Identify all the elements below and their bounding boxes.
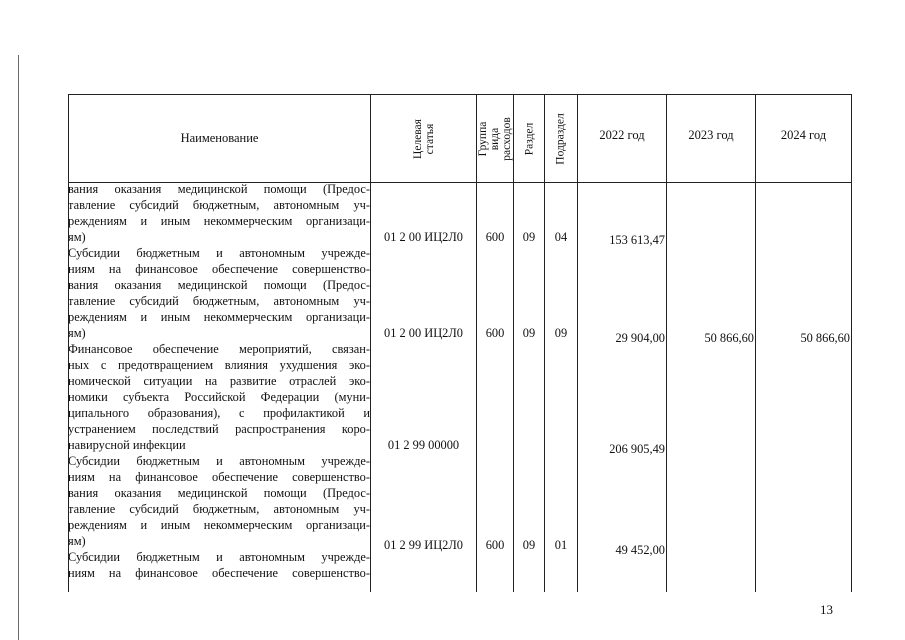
cell-section: 09 bbox=[522, 230, 536, 244]
header-section-text: Раздел bbox=[523, 122, 535, 155]
header-group bbox=[477, 95, 513, 182]
header-2024: 2024 год bbox=[780, 127, 827, 142]
cell-section: 09 bbox=[522, 538, 536, 552]
cell-subsection: 01 bbox=[554, 538, 568, 552]
cell-group: 600 bbox=[485, 538, 505, 552]
cell-target: 01 2 99 ИЦ2Л0 bbox=[384, 538, 463, 552]
name-line: вания оказания медицинской помощи (Предос- bbox=[68, 486, 370, 500]
name-line: вания оказания медицинской помощи (Предос- bbox=[68, 278, 370, 292]
cell-subsection: 09 bbox=[554, 326, 568, 340]
header-2023: 2023 год bbox=[688, 127, 734, 142]
name-line: реждениям и иным некоммерческим организаци- bbox=[68, 518, 370, 532]
cell-target: 01 2 00 ИЦ2Л0 bbox=[384, 326, 463, 340]
cell-target: 01 2 00 ИЦ2Л0 bbox=[384, 230, 463, 244]
cell-2023: 50 866,60 bbox=[704, 331, 754, 345]
name-line: вания оказания медицинской помощи (Предос- bbox=[68, 182, 370, 196]
cell-2022: 153 613,47 bbox=[609, 233, 665, 247]
name-line: ных с предотвращением влияния ухудшения эко- bbox=[68, 358, 370, 372]
cell-group: 600 bbox=[485, 230, 505, 244]
cell-section: 09 bbox=[522, 326, 536, 340]
name-line: тавление субсидий бюджетным, автономным уч- bbox=[68, 198, 370, 212]
name-line: реждениям и иным некоммерческим организаци- bbox=[68, 310, 370, 324]
name-line: ям) bbox=[68, 534, 86, 548]
name-line: Субсидии бюджетным и автономным учрежде- bbox=[68, 246, 370, 260]
header-2022: 2022 год bbox=[599, 127, 645, 142]
name-line: ципального образования), с профилактикой и bbox=[68, 406, 370, 420]
scan-edge-line bbox=[18, 55, 19, 640]
name-line: тавление субсидий бюджетным, автономным уч- bbox=[68, 294, 370, 308]
name-line: реждениям и иным некоммерческим организаци- bbox=[68, 214, 370, 228]
header-subsection-text: Подраздел bbox=[555, 112, 567, 165]
page-number: 13 bbox=[820, 602, 833, 617]
name-line: устранением последствий распространения коро- bbox=[68, 422, 370, 436]
cell-2022: 206 905,49 bbox=[609, 442, 665, 456]
name-line: навирусной инфекции bbox=[68, 438, 186, 452]
name-line: тавление субсидий бюджетным, автономным уч- bbox=[68, 502, 370, 516]
cell-subsection: 04 bbox=[554, 230, 568, 244]
cell-target: 01 2 99 00000 bbox=[387, 438, 460, 452]
header-name: Наименование bbox=[180, 131, 259, 145]
name-line: Субсидии бюджетным и автономным учрежде- bbox=[68, 454, 370, 468]
name-line: номики субъекта Российской Федерации (муни- bbox=[68, 390, 370, 404]
cell-group: 600 bbox=[485, 326, 505, 340]
header-subsection bbox=[545, 95, 577, 182]
cell-2024: 50 866,60 bbox=[800, 331, 850, 345]
header-section bbox=[514, 95, 544, 182]
name-line: Финансовое обеспечение мероприятий, связан- bbox=[68, 342, 370, 356]
name-line: ниям на финансовое обеспечение совершенство- bbox=[68, 566, 370, 580]
name-line: ниям на финансовое обеспечение совершенство- bbox=[68, 470, 370, 484]
col-border-right bbox=[851, 94, 852, 592]
cell-2022: 49 452,00 bbox=[615, 543, 665, 557]
header-group-text: Группа вида расходов bbox=[477, 116, 513, 161]
header-target-text: Целевая статья bbox=[411, 118, 436, 159]
name-line: ям) bbox=[68, 230, 86, 244]
name-line: номической ситуации на развитие отраслей эко- bbox=[68, 374, 370, 388]
name-line: ям) bbox=[68, 326, 86, 340]
header-target bbox=[371, 95, 476, 182]
cell-2022: 29 904,00 bbox=[615, 331, 665, 345]
name-line: Субсидии бюджетным и автономным учрежде- bbox=[68, 550, 370, 564]
name-line: ниям на финансовое обеспечение совершенство- bbox=[68, 262, 370, 276]
